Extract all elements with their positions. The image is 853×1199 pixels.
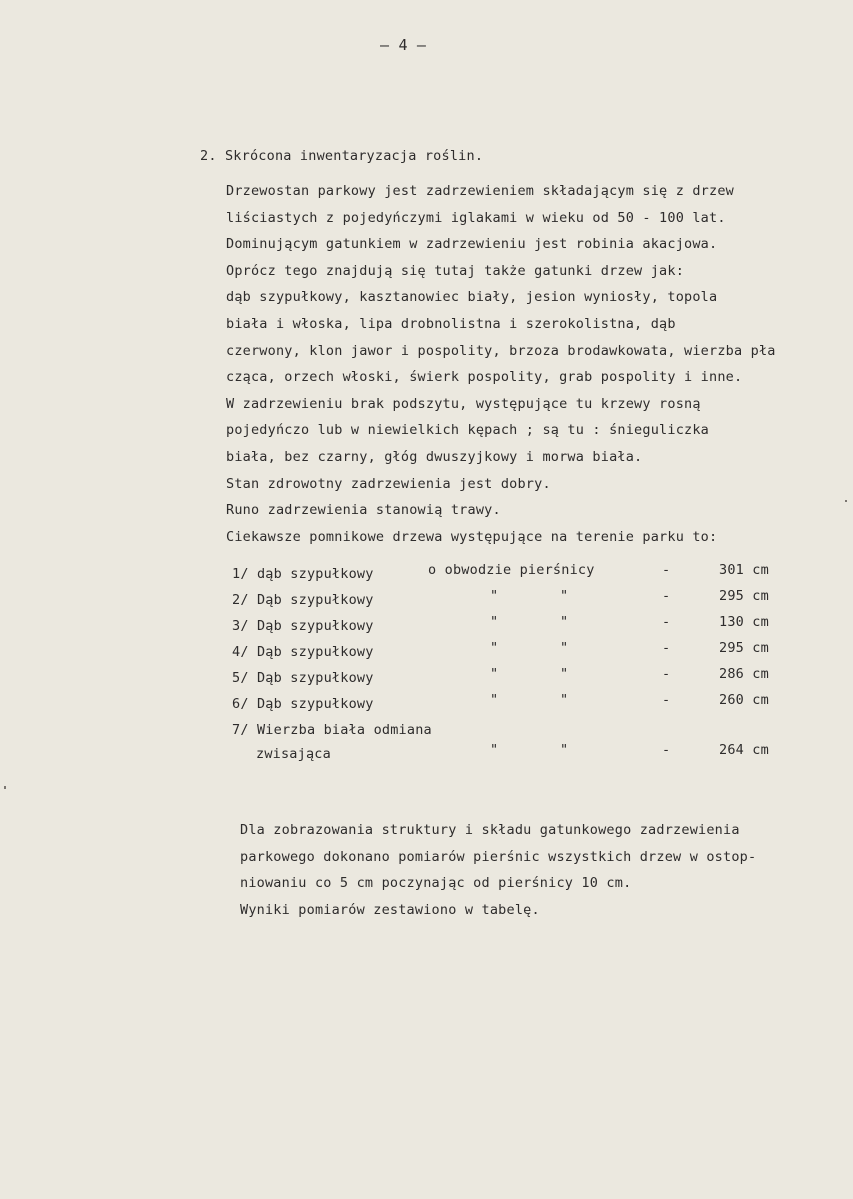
paragraph-line: Wyniki pomiarów zestawiono w tabelę. (240, 901, 540, 918)
paragraph-inventory (226, 178, 776, 550)
tree-circumference: 295 cm (719, 588, 769, 604)
tree-dash: - (662, 666, 671, 682)
paragraph-line: Dominującym gatunkiem w zadrzewieniu jest robinia akacjowa. (226, 236, 718, 253)
tree-dash: - (662, 562, 671, 578)
paragraph-line: Drzewostan parkowy jest zadrzewieniem składającym się z drzew (226, 183, 734, 199)
scan-speck (845, 500, 847, 502)
ditto-mark: " (490, 666, 499, 682)
ditto-mark: " (560, 692, 569, 708)
paragraph-line: cząca, orzech włoski, świerk pospolity, grab pospolity i inne. (226, 369, 743, 386)
ditto-mark: " (560, 588, 569, 604)
paragraph-line: Ciekawsze pomnikowe drzewa występujące na terenie parku to: (226, 528, 718, 545)
tree-name-continued: zwisająca (256, 746, 331, 762)
paragraph-line: pojedyńczo lub w niewielkich kępach ; są tu : śnieguliczka (226, 422, 710, 439)
paragraph-line: liściastych z pojedyńczymi iglakami w wieku od 50 - 100 lat. (226, 209, 726, 226)
tree-name: 2/ Dąb szypułkowy (232, 592, 374, 608)
page-number: — 4 — (380, 36, 427, 54)
ditto-mark: " (560, 666, 569, 682)
tree-dash: - (662, 640, 671, 656)
paragraph-line: biała i włoska, lipa drobnolistna i szerokolistna, dąb (226, 315, 676, 332)
paragraph-line: W zadrzewieniu brak podszytu, występujące tu krzewy rosną (226, 395, 701, 412)
tree-name: 4/ Dąb szypułkowy (232, 644, 374, 660)
paragraph-line: Stan zdrowotny zadrzewienia jest dobry. (226, 475, 551, 492)
ditto-mark: " (490, 692, 499, 708)
tree-circumference: 295 cm (719, 640, 769, 656)
ditto-mark: " (490, 742, 499, 758)
paragraph-line: niowaniu co 5 cm poczynając od pierśnicy 10 cm. (240, 875, 632, 892)
tree-name: 1/ dąb szypułkowy (232, 566, 374, 582)
tree-circumference: 286 cm (719, 666, 769, 682)
tree-name: 7/ Wierzba biała odmiana (232, 722, 432, 738)
tree-dash: - (662, 692, 671, 708)
tree-name: 6/ Dąb szypułkowy (232, 696, 374, 712)
tree-measure-desc: o obwodzie pierśnicy (428, 562, 595, 578)
ditto-mark: " (560, 614, 569, 630)
tree-row (232, 692, 792, 718)
paragraph-line: Dla zobrazowania struktury i składu gatunkowego zadrzewienia (240, 822, 740, 838)
tree-row (232, 718, 792, 768)
ditto-mark: " (490, 614, 499, 630)
tree-dash: - (662, 614, 671, 630)
paragraph-line: Runo zadrzewienia stanowią trawy. (226, 502, 501, 519)
paragraph-line: dąb szypułkowy, kasztanowiec biały, jesion wyniosły, topola (226, 289, 718, 306)
ditto-mark: " (490, 640, 499, 656)
paragraph-line: Oprócz tego znajdują się tutaj także gatunki drzew jak: (226, 262, 685, 279)
paragraph-line: biała, bez czarny, głóg dwuszyjkowy i morwa biała. (226, 448, 643, 465)
ditto-mark: " (490, 588, 499, 604)
tree-name: 5/ Dąb szypułkowy (232, 670, 374, 686)
ditto-mark: " (560, 640, 569, 656)
ditto-mark: " (560, 742, 569, 758)
paragraph-line: czerwony, klon jawor i pospolity, brzoza brodawkowata, wierzba pła (226, 342, 776, 359)
section-heading: 2. Skrócona inwentaryzacja roślin. (200, 148, 484, 164)
tree-circumference: 130 cm (719, 614, 769, 630)
tree-circumference: 301 cm (719, 562, 769, 578)
tree-row (232, 562, 792, 588)
paragraph-measurements (240, 817, 756, 923)
scan-speck (4, 786, 6, 789)
tree-dash: - (662, 588, 671, 604)
tree-name: 3/ Dąb szypułkowy (232, 618, 374, 634)
tree-row (232, 640, 792, 666)
tree-circumference: 260 cm (719, 692, 769, 708)
tree-circumference: 264 cm (719, 742, 769, 758)
paragraph-line: parkowego dokonano pomiarów pierśnic wszystkich drzew w ostop- (240, 848, 757, 865)
tree-row (232, 666, 792, 692)
tree-row (232, 614, 792, 640)
tree-row (232, 588, 792, 614)
tree-dash: - (662, 742, 671, 758)
monument-trees-list (232, 562, 792, 768)
